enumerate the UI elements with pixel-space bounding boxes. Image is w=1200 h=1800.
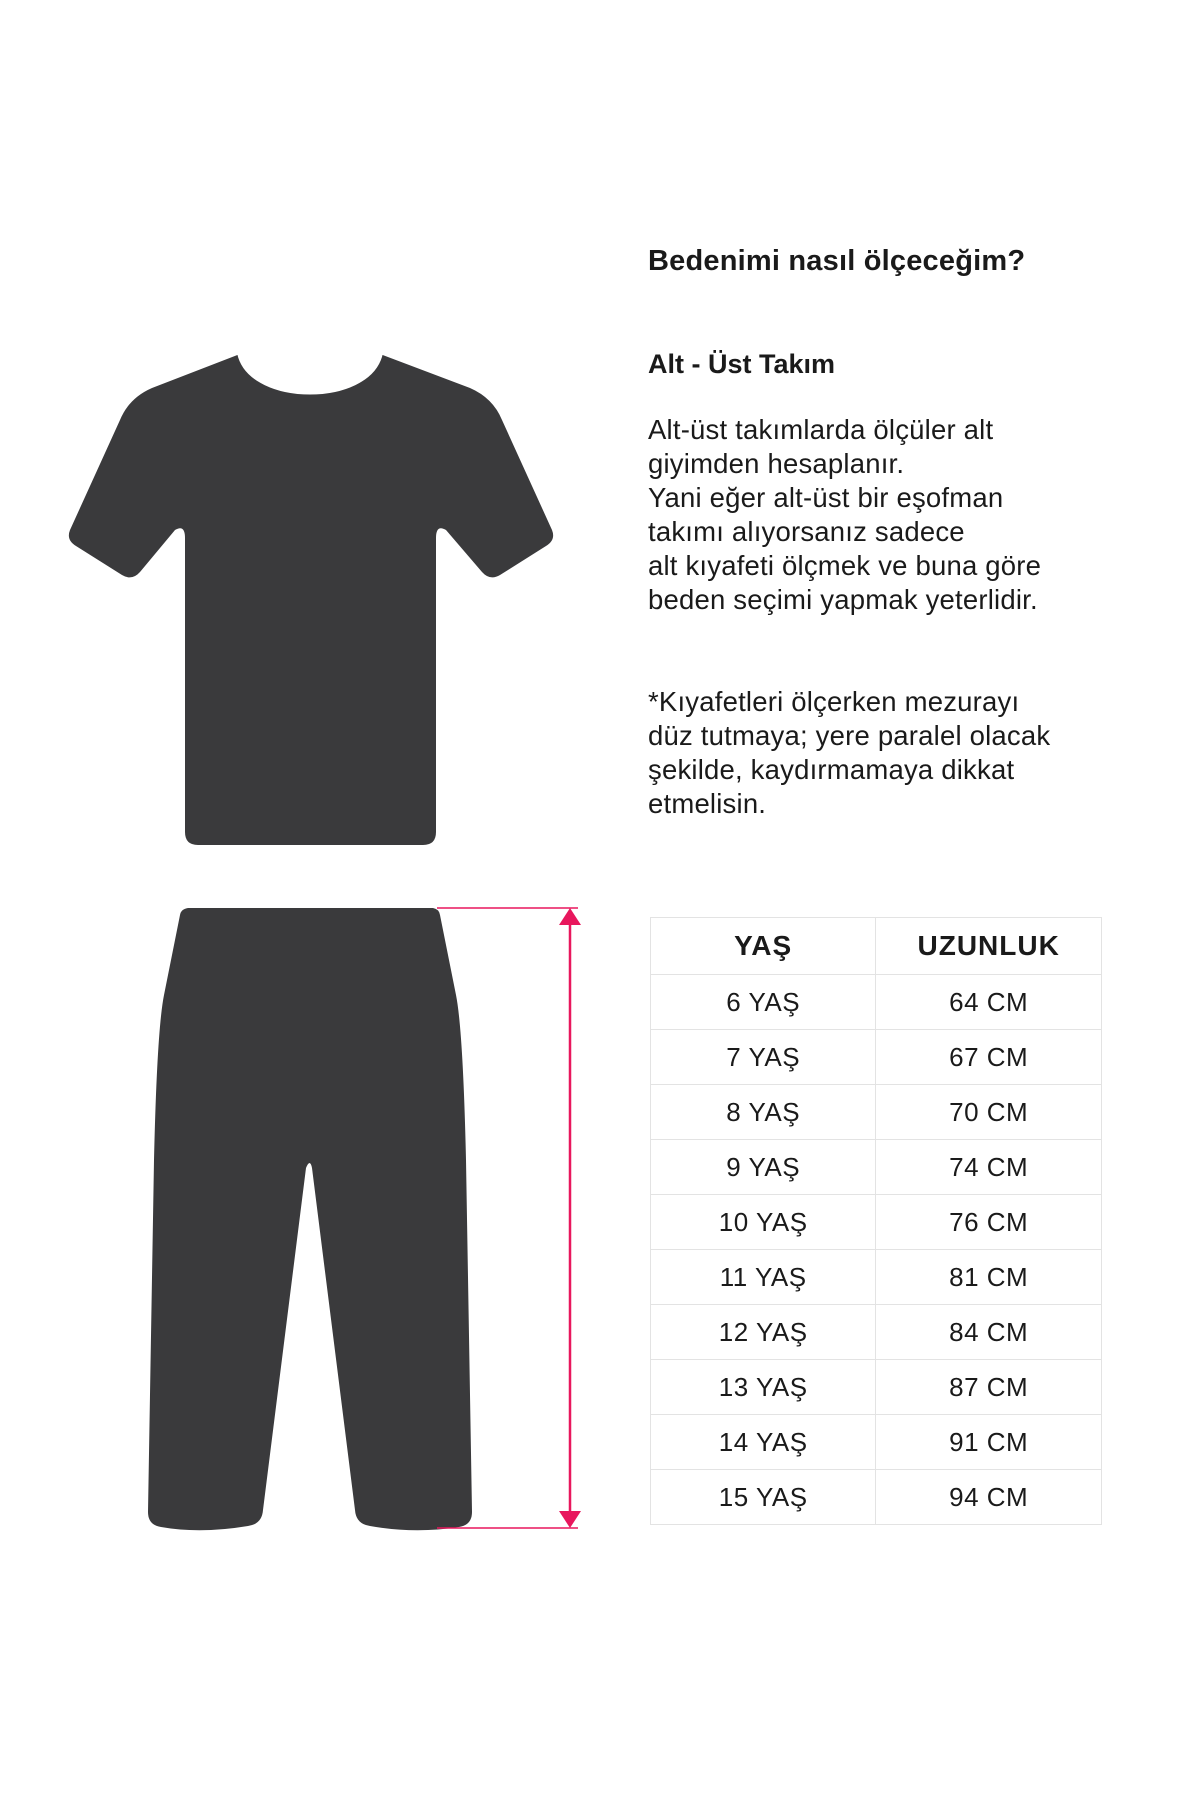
size-table	[650, 917, 1102, 1525]
length-cell: 74 CM	[876, 1140, 1102, 1195]
table-row	[651, 1140, 1102, 1195]
length-cell: 64 CM	[876, 975, 1102, 1030]
tshirt-icon	[69, 352, 553, 845]
length-cell: 84 CM	[876, 1305, 1102, 1360]
section-subtitle: Alt - Üst Takım	[648, 349, 836, 379]
column-header-age: YAŞ	[651, 918, 876, 975]
column-header-length: UZUNLUK	[876, 918, 1102, 975]
length-cell: 70 CM	[876, 1085, 1102, 1140]
age-cell: 9 YAŞ	[651, 1140, 876, 1195]
length-cell: 76 CM	[876, 1195, 1102, 1250]
table-row	[651, 975, 1102, 1030]
instruction-paragraph: Alt-üst takımlarda ölçüler alt giyimden hesaplanır. Yani eğer alt-üst bir eşofman takımı alıyorsanız sadece alt kıyafeti ölçmek ve buna göre beden seçimi yapmak yeterlidir.	[648, 414, 1042, 615]
table-row	[651, 1360, 1102, 1415]
measurement-info	[648, 243, 1118, 821]
age-cell: 15 YAŞ	[651, 1470, 876, 1525]
length-cell: 91 CM	[876, 1415, 1102, 1470]
age-cell: 10 YAŞ	[651, 1195, 876, 1250]
length-cell: 87 CM	[876, 1360, 1102, 1415]
table-header-row	[651, 918, 1102, 975]
table-row	[651, 1250, 1102, 1305]
age-cell: 11 YAŞ	[651, 1250, 876, 1305]
table-row	[651, 1085, 1102, 1140]
table-row	[651, 1305, 1102, 1360]
pants-icon	[148, 908, 472, 1530]
page-title: Bedenimi nasıl ölçeceğim?	[648, 245, 1026, 277]
table-row	[651, 1470, 1102, 1525]
age-cell: 14 YAŞ	[651, 1415, 876, 1470]
length-cell: 94 CM	[876, 1470, 1102, 1525]
length-cell: 81 CM	[876, 1250, 1102, 1305]
measurement-note: *Kıyafetleri ölçerken mezurayı düz tutmaya; yere paralel olacak şekilde, kaydırmamaya dikkat etmelisin.	[648, 686, 1051, 819]
age-cell: 8 YAŞ	[651, 1085, 876, 1140]
age-cell: 12 YAŞ	[651, 1305, 876, 1360]
table-row	[651, 1415, 1102, 1470]
age-cell: 7 YAŞ	[651, 1030, 876, 1085]
table-row	[651, 1030, 1102, 1085]
length-cell: 67 CM	[876, 1030, 1102, 1085]
table-row	[651, 1195, 1102, 1250]
age-cell: 13 YAŞ	[651, 1360, 876, 1415]
age-cell: 6 YAŞ	[651, 975, 876, 1030]
